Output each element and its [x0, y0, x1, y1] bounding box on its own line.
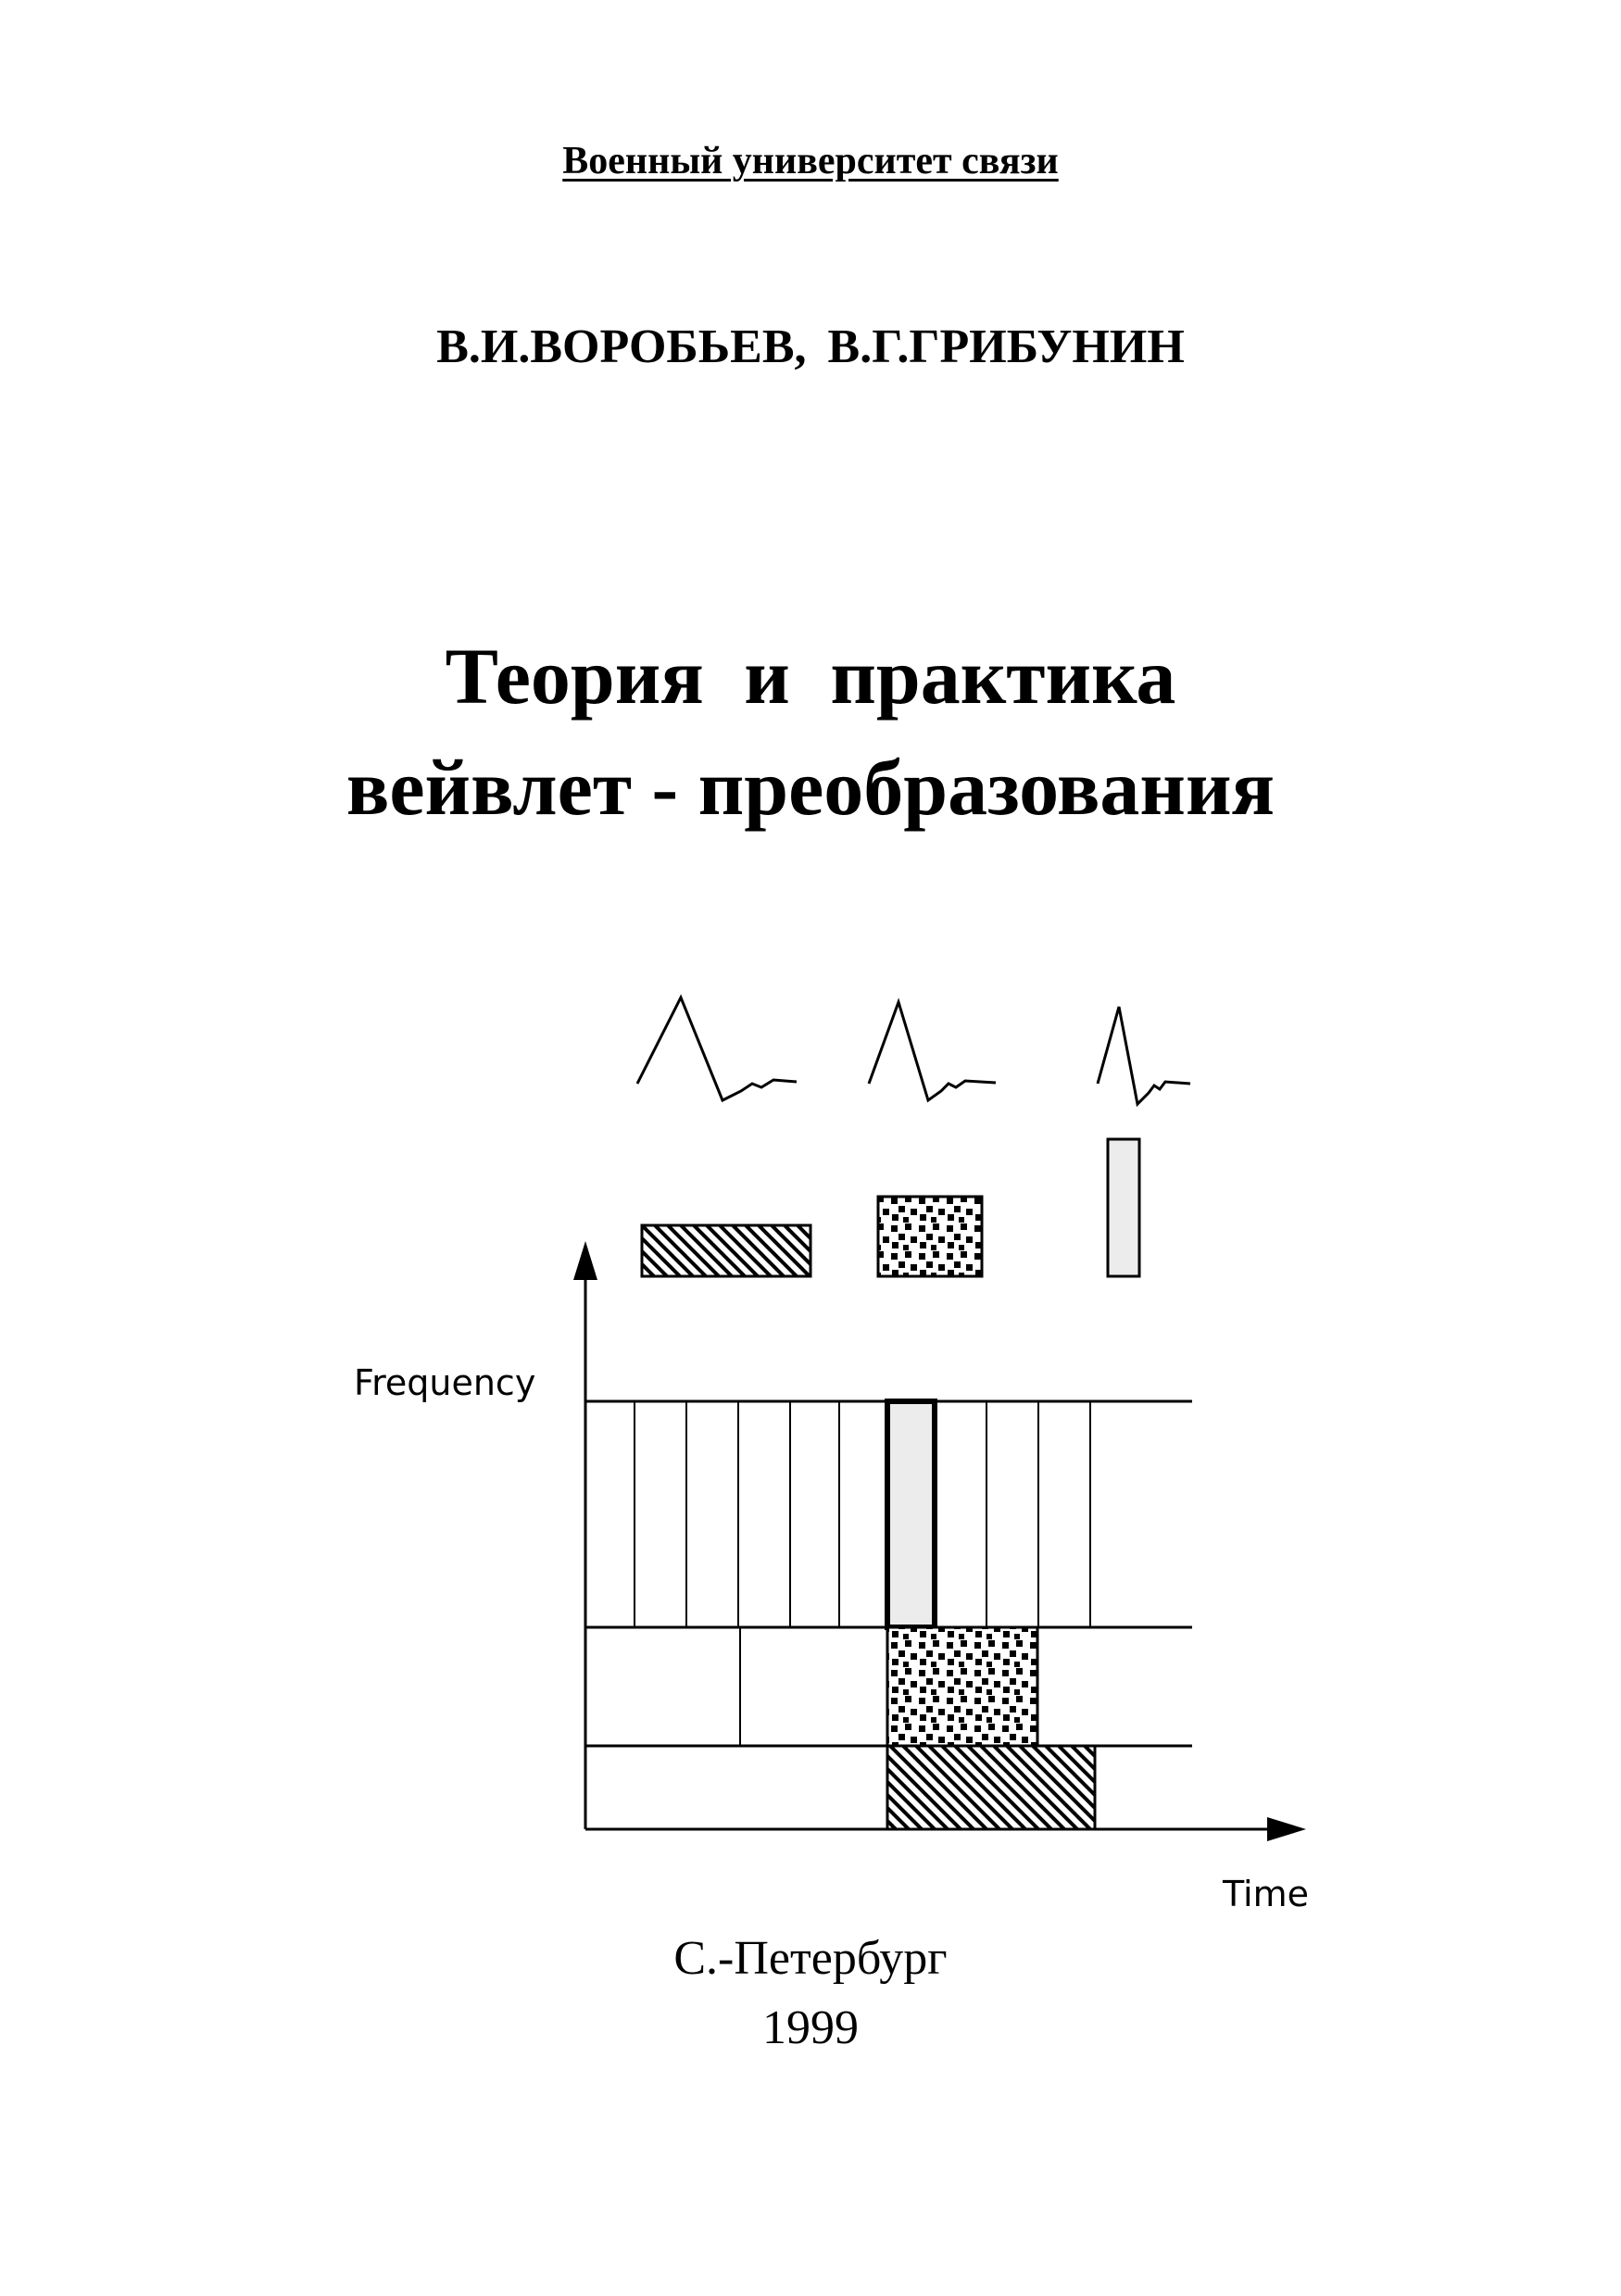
wavelet-medium — [869, 1002, 996, 1100]
title-line-2: вейвлет - преобразования — [346, 743, 1275, 832]
tile-wide-highlight — [887, 1746, 1095, 1829]
y-axis-label: Frequency — [354, 1362, 536, 1403]
publication-year: 1999 — [762, 2001, 859, 2054]
x-axis-arrow-icon — [1267, 1817, 1306, 1841]
tile-wide-symbol — [642, 1225, 810, 1276]
tile-medium-symbol — [878, 1197, 982, 1276]
tile-medium-highlight — [887, 1627, 1037, 1746]
wavelet-wide — [637, 997, 797, 1100]
tile-narrow-symbol — [1108, 1139, 1139, 1276]
institution-name: Военный университет связи — [562, 140, 1059, 182]
wavelet-narrow — [1098, 1007, 1190, 1104]
x-axis-label: Time — [1223, 1874, 1309, 1914]
y-axis-arrow-icon — [573, 1241, 597, 1280]
authors: В.И.ВОРОБЬЕВ, В.Г.ГРИБУНИН — [436, 320, 1185, 373]
publication-city: С.-Петербург — [673, 1932, 948, 1985]
tile-narrow-highlight — [887, 1401, 935, 1627]
title-line-1: Теория и практика — [445, 632, 1176, 721]
